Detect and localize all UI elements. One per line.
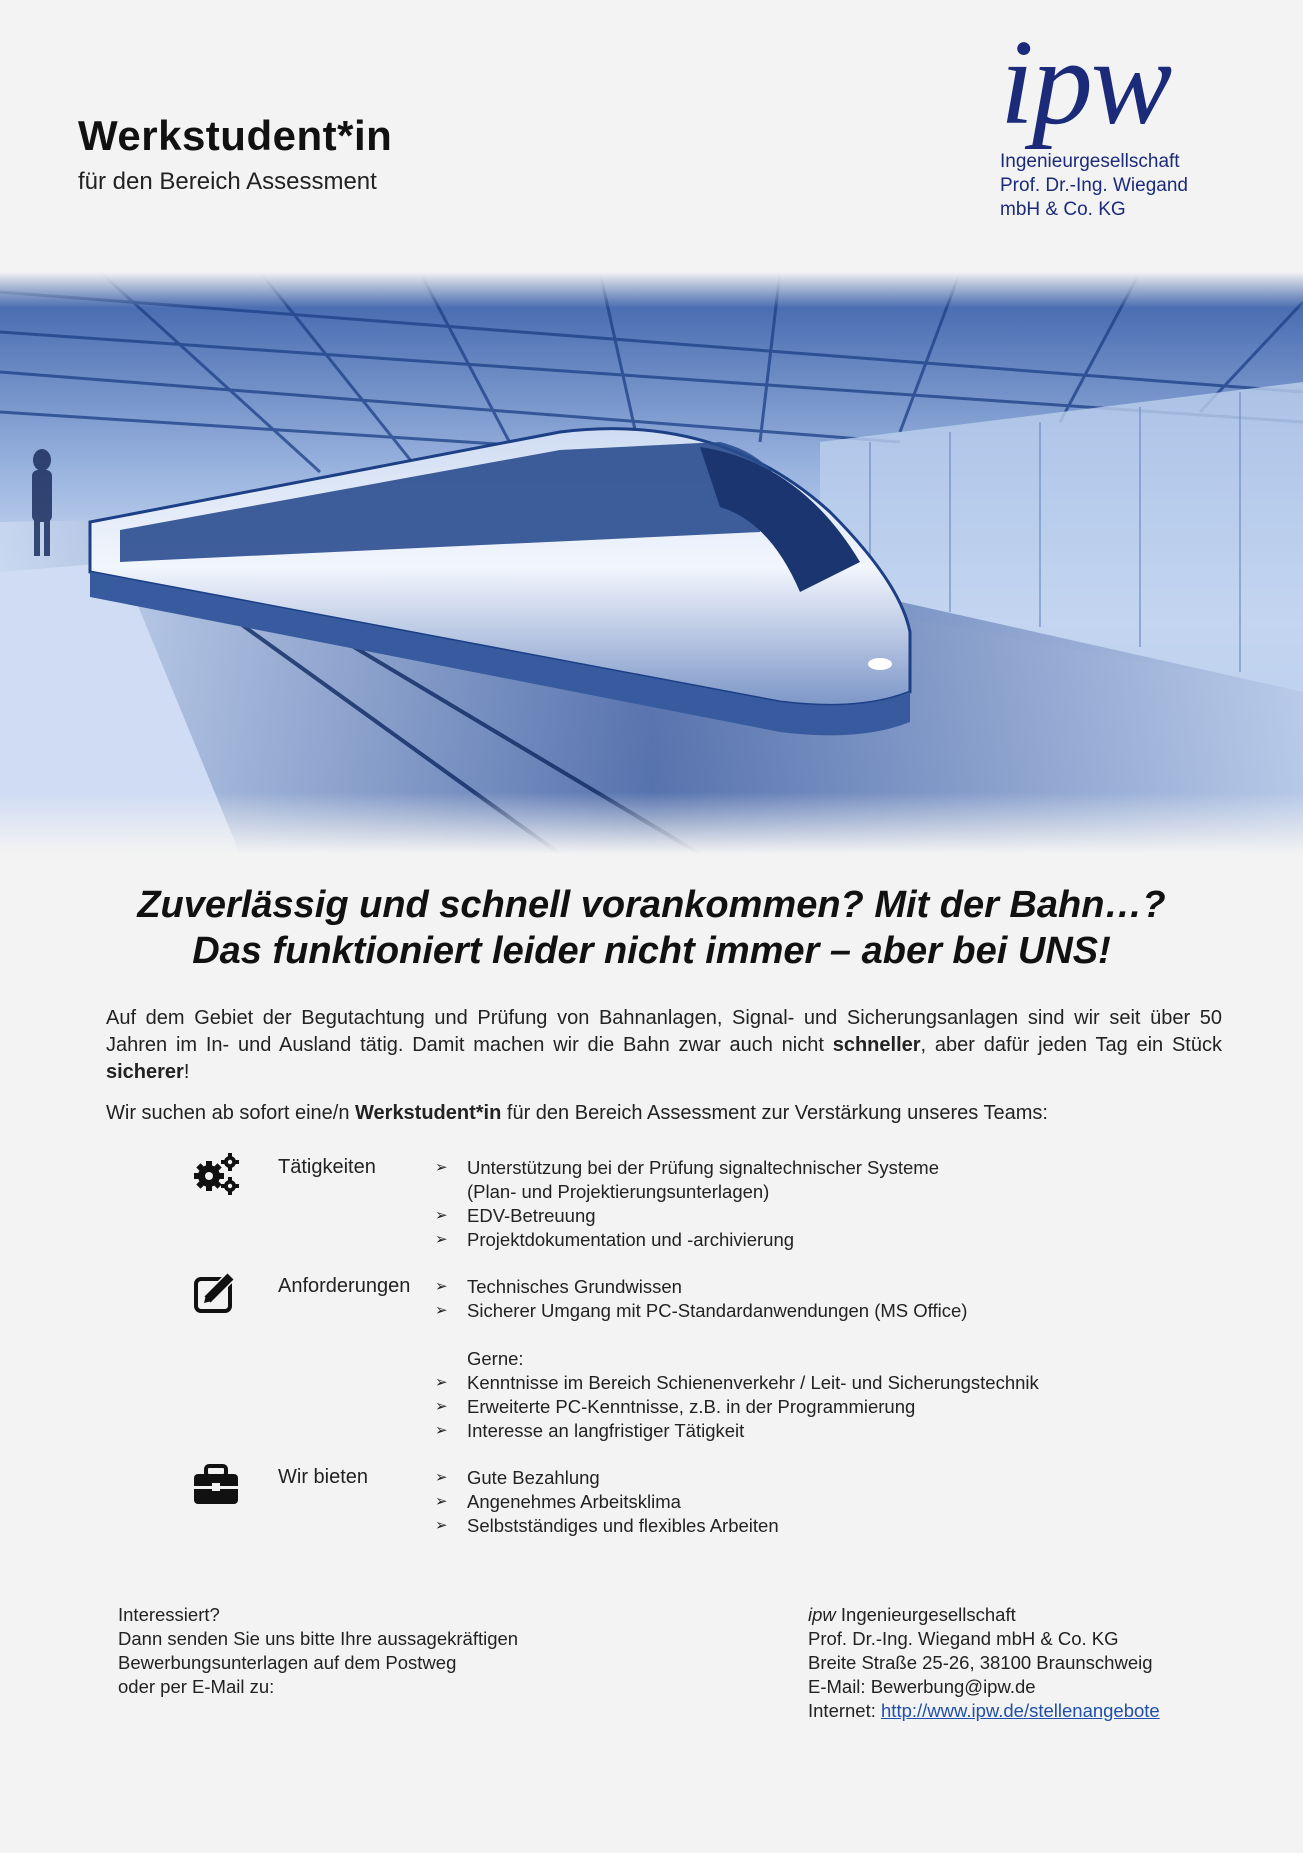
headline-line-2: Das funktioniert leider nicht immer – aber bei UNS! bbox=[192, 930, 1111, 972]
search-bold-role: Werkstudent*in bbox=[355, 1102, 502, 1124]
logo-line-3: mbH & Co. KG bbox=[1000, 199, 1126, 220]
list-item: ➢ Selbstständiges und flexibles Arbeiten bbox=[435, 1515, 779, 1536]
arrow-bullet-icon: ➢ bbox=[435, 1207, 448, 1224]
footer-line: oder per E-Mail zu: bbox=[118, 1676, 275, 1697]
search-text: für den Bereich Assessment zur Verstärkung unseres Teams: bbox=[501, 1102, 1048, 1124]
briefcase-icon bbox=[190, 1458, 242, 1510]
arrow-bullet-icon: ➢ bbox=[435, 1422, 448, 1439]
footer-call-to-action bbox=[118, 1603, 518, 1699]
contact-line: Prof. Dr.-Ing. Wiegand mbH & Co. KG bbox=[808, 1628, 1119, 1649]
footer-line: Bewerbungsunterlagen auf dem Postweg bbox=[118, 1652, 457, 1673]
list-item: ➢ Gute Bezahlung bbox=[435, 1467, 600, 1488]
intro-text: , aber dafür jeden Tag ein Stück bbox=[920, 1034, 1222, 1056]
list-item-continuation: (Plan- und Projektierungsunterlagen) bbox=[467, 1181, 770, 1202]
intro-paragraph bbox=[106, 1005, 1222, 1086]
page-subtitle: für den Bereich Assessment bbox=[78, 168, 377, 195]
company-rest: Ingenieurgesellschaft bbox=[835, 1604, 1016, 1625]
arrow-bullet-icon: ➢ bbox=[435, 1374, 448, 1391]
career-page-link[interactable]: http://www.ipw.de/stellenangebote bbox=[881, 1700, 1160, 1721]
list-item: ➢ Interesse an langfristiger Tätigkeit bbox=[435, 1420, 745, 1441]
section-list bbox=[435, 1275, 1039, 1443]
email-value: Bewerbung@ipw.de bbox=[870, 1676, 1036, 1697]
contact-internet-row bbox=[808, 1699, 1160, 1723]
section-list bbox=[435, 1466, 779, 1538]
email-label: E-Mail: bbox=[808, 1676, 871, 1697]
gears-icon bbox=[190, 1148, 242, 1200]
footer-line: Interessiert? bbox=[118, 1604, 220, 1625]
list-item: ➢ Technisches Grundwissen bbox=[435, 1276, 682, 1297]
headline bbox=[0, 882, 1303, 974]
arrow-bullet-icon: ➢ bbox=[435, 1517, 448, 1534]
logo-company-name bbox=[1000, 150, 1240, 222]
intro-bold-schneller: schneller bbox=[832, 1034, 921, 1056]
list-item: ➢ Erweiterte PC-Kenntnisse, z.B. in der Programmierung bbox=[435, 1396, 916, 1417]
list-item: ➢ Projektdokumentation und -archivierung bbox=[435, 1229, 795, 1250]
list-item: ➢ Angenehmes Arbeitsklima bbox=[435, 1491, 681, 1512]
intro-bold-sicherer: sicherer bbox=[106, 1061, 184, 1083]
headline-line-1: Zuverlässig und schnell vorankommen? Mit der Bahn…? bbox=[137, 884, 1166, 926]
arrow-bullet-icon: ➢ bbox=[435, 1469, 448, 1486]
edit-icon bbox=[190, 1267, 242, 1319]
logo-line-1: Ingenieurgesellschaft bbox=[1000, 151, 1180, 172]
logo-line-2: Prof. Dr.-Ing. Wiegand bbox=[1000, 175, 1188, 196]
internet-label: Internet: bbox=[808, 1700, 882, 1721]
section-list bbox=[435, 1156, 939, 1252]
contact-company bbox=[808, 1603, 1160, 1627]
list-item: ➢ Sicherer Umgang mit PC-Standardanwendungen (MS Office) bbox=[435, 1300, 968, 1321]
search-text: Wir suchen ab sofort eine/n bbox=[106, 1102, 356, 1124]
arrow-bullet-icon: ➢ bbox=[435, 1231, 448, 1248]
arrow-bullet-icon: ➢ bbox=[435, 1278, 448, 1295]
list-item: ➢ Kenntnisse im Bereich Schienenverkehr / Leit- und Sicherungstechnik bbox=[435, 1372, 1039, 1393]
logo-wordmark: ipw bbox=[1000, 15, 1171, 150]
arrow-bullet-icon: ➢ bbox=[435, 1398, 448, 1415]
list-item: ➢ Unterstützung bei der Prüfung signaltechnischer Systeme bbox=[435, 1157, 940, 1178]
gerne-label: Gerne: bbox=[467, 1348, 524, 1369]
search-paragraph bbox=[106, 1100, 1222, 1127]
list-spacer bbox=[435, 1323, 1039, 1347]
company-italic: ipw bbox=[808, 1604, 836, 1625]
company-logo bbox=[1000, 15, 1240, 222]
footer-contact bbox=[808, 1603, 1160, 1723]
arrow-bullet-icon: ➢ bbox=[435, 1493, 448, 1510]
arrow-bullet-icon: ➢ bbox=[435, 1159, 448, 1176]
section-label: Wir bieten bbox=[278, 1466, 369, 1488]
page-title: Werkstudent*in bbox=[78, 112, 393, 159]
hero-train-image bbox=[0, 272, 1303, 854]
list-item: ➢ EDV-Betreuung bbox=[435, 1205, 596, 1226]
section-label: Anforderungen bbox=[278, 1275, 411, 1297]
intro-text: ! bbox=[183, 1061, 190, 1083]
arrow-bullet-icon: ➢ bbox=[435, 1302, 448, 1319]
contact-email-row bbox=[808, 1675, 1160, 1699]
footer-line: Dann senden Sie uns bitte Ihre aussagekräftigen bbox=[118, 1628, 519, 1649]
intro-text: Auf dem Gebiet der Begutachtung und Prüfung von Bahnanlagen, Signal- und Sicherungsanlagen sind wir seit über 50 Jahren im In- und Ausland tätig. Damit machen wir die Bahn zwar auch nicht bbox=[106, 1007, 1222, 1056]
section-label: Tätigkeiten bbox=[278, 1156, 376, 1178]
contact-address: Breite Straße 25-26, 38100 Braunschweig bbox=[808, 1652, 1153, 1673]
